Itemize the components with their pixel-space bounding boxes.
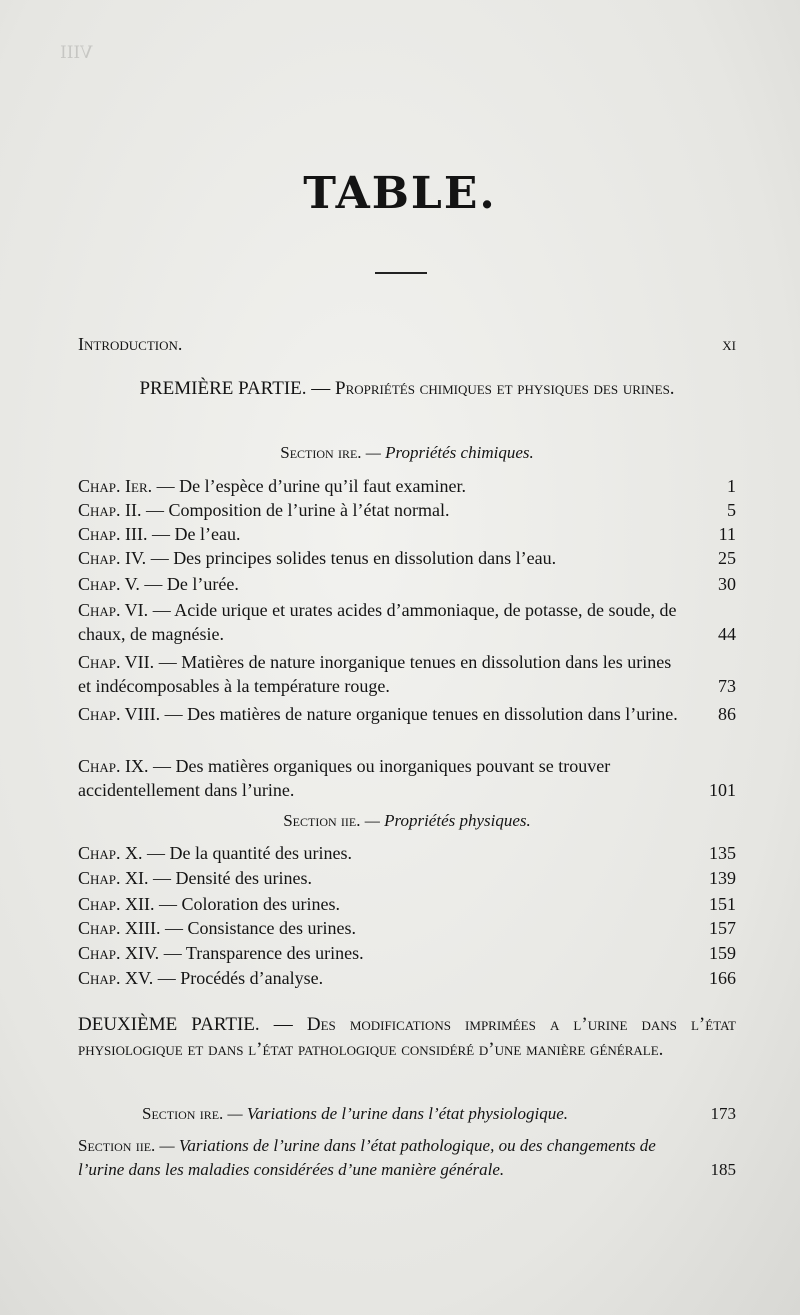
part-title: PREMIÈRE PARTIE. xyxy=(139,378,307,399)
page-number: 173 xyxy=(710,1104,736,1123)
chapter-title: — Coloration des urines. xyxy=(159,894,340,914)
page-number: 159 xyxy=(709,943,736,963)
part-subtitle: — Des modifications imprimées a l’urine dans l’état physiologique et dans l’état pathologique considéré d’une manière générale. xyxy=(78,1014,736,1060)
part-heading-1 xyxy=(78,376,736,401)
toc-entry-page: xi xyxy=(722,334,736,354)
chapter-number: Chap. XIII. xyxy=(78,918,161,938)
chapter-title: — Acide urique et urates acides d’ammoniaque, de potasse, de soude, de chaux, de magnésie. xyxy=(78,600,677,644)
page-number: 44 xyxy=(718,624,736,644)
section-title: — Variations de l’urine dans l’état pathologique, ou des changements de l’urine dans les maladies considérées d’une manière générale. xyxy=(78,1136,656,1179)
section-label: Section xyxy=(78,1136,132,1155)
toc-entry[interactable] xyxy=(78,650,736,698)
chapter-title: — Densité des urines. xyxy=(153,868,312,888)
chapter-number: Chap. IV. xyxy=(78,548,147,568)
chapter-title: — Procédés d’analyse. xyxy=(157,968,324,988)
chapter-title: — De la quantité des urines. xyxy=(147,843,352,863)
chapter-number: Chap. VII. xyxy=(78,652,155,672)
toc-entry[interactable] xyxy=(78,702,736,726)
chapter-title: — Composition de l’urine à l’état normal. xyxy=(146,500,450,520)
toc-entry[interactable] xyxy=(78,546,736,570)
chapter-number: Chap. III. xyxy=(78,524,148,544)
chapter-number: Chap. V. xyxy=(78,574,140,594)
page-number: 151 xyxy=(709,894,736,914)
section-label: Section xyxy=(280,443,334,462)
page-number: 11 xyxy=(718,524,736,544)
chapter-title: — Des principes solides tenus en dissolution dans l’eau. xyxy=(150,548,557,568)
toc-entry-section-2-1[interactable] xyxy=(78,1102,736,1126)
toc-entry[interactable] xyxy=(78,754,736,802)
section-title: — Propriétés physiques. xyxy=(364,811,531,830)
page-number: 185 xyxy=(710,1160,736,1179)
chapter-title: — Consistance des urines. xyxy=(165,918,356,938)
toc-entry[interactable] xyxy=(78,892,736,916)
section-title: — Propriétés chimiques. xyxy=(365,443,534,462)
section-label: Section xyxy=(142,1104,196,1123)
toc-entry[interactable] xyxy=(78,522,736,546)
section-ordinal: iie. xyxy=(135,1136,156,1155)
toc-entry[interactable] xyxy=(78,966,736,990)
part-title: DEUXIÈME PARTIE. xyxy=(78,1014,260,1035)
chapter-title: — De l’espèce d’urine qu’il faut examiner. xyxy=(156,476,466,496)
page-number: 101 xyxy=(709,780,736,800)
chapter-title: — Transparence des urines. xyxy=(163,943,364,963)
toc-entry-introduction[interactable] xyxy=(78,332,736,356)
page-number: 157 xyxy=(709,918,736,938)
chapter-number: Chap. XIV. xyxy=(78,943,160,963)
page-number: 166 xyxy=(709,968,736,988)
chapter-title: — De l’eau. xyxy=(152,524,241,544)
chapter-title: — Des matières organiques ou inorganiques pouvant se trouver accidentellement dans l’urine. xyxy=(78,756,611,800)
title-rule xyxy=(375,272,427,274)
section-label: Section xyxy=(283,811,337,830)
toc-entry[interactable] xyxy=(78,941,736,965)
chapter-number: Chap. XV. xyxy=(78,968,154,988)
page-number: 139 xyxy=(709,868,736,888)
page-number: 73 xyxy=(718,676,736,696)
page-title: TABLE. xyxy=(303,168,497,219)
page-number: 25 xyxy=(718,548,736,568)
page-number: 135 xyxy=(709,843,736,863)
chapter-title: — Des matières de nature organique tenues en dissolution dans l’urine. xyxy=(164,704,678,724)
chapter-number: Chap. II. xyxy=(78,500,142,520)
toc-entry-section-2-2[interactable] xyxy=(78,1134,736,1182)
section-ordinal: ire. xyxy=(199,1104,224,1123)
page-number: 86 xyxy=(718,704,736,724)
page-number: 5 xyxy=(727,500,736,520)
bleed-through-text: VIII xyxy=(60,43,93,63)
chapter-number: Chap. IX. xyxy=(78,756,149,776)
toc-entry[interactable] xyxy=(78,916,736,940)
toc-entry[interactable] xyxy=(78,598,736,646)
toc-entry[interactable] xyxy=(78,474,736,498)
chapter-number: Chap. Ier. xyxy=(78,476,153,496)
chapter-number: Chap. VI. xyxy=(78,600,149,620)
section-heading-1-2 xyxy=(78,811,736,831)
toc-entry[interactable] xyxy=(78,866,736,890)
part-subtitle: — Propriétés chimiques et physiques des urines. xyxy=(311,378,675,399)
page-number: 1 xyxy=(727,476,736,496)
toc-entry[interactable] xyxy=(78,572,736,596)
chapter-number: Chap. XII. xyxy=(78,894,155,914)
chapter-number: Chap. XI. xyxy=(78,868,149,888)
section-title: — Variations de l’urine dans l’état physiologique. xyxy=(227,1104,568,1123)
chapter-number: Chap. VIII. xyxy=(78,704,161,724)
toc-entry[interactable] xyxy=(78,498,736,522)
chapter-title: — Matières de nature inorganique tenues en dissolution dans les urines et indécomposables à la température rouge. xyxy=(78,652,672,696)
section-ordinal: iie. xyxy=(340,811,361,830)
toc-entry[interactable] xyxy=(78,841,736,865)
section-heading-1-1 xyxy=(78,443,736,463)
part-heading-2 xyxy=(78,1012,736,1062)
page-number: 30 xyxy=(718,574,736,594)
chapter-number: Chap. X. xyxy=(78,843,143,863)
toc-entry-title: Introduction. xyxy=(78,334,183,354)
chapter-title: — De l’urée. xyxy=(144,574,239,594)
section-ordinal: ire. xyxy=(337,443,362,462)
